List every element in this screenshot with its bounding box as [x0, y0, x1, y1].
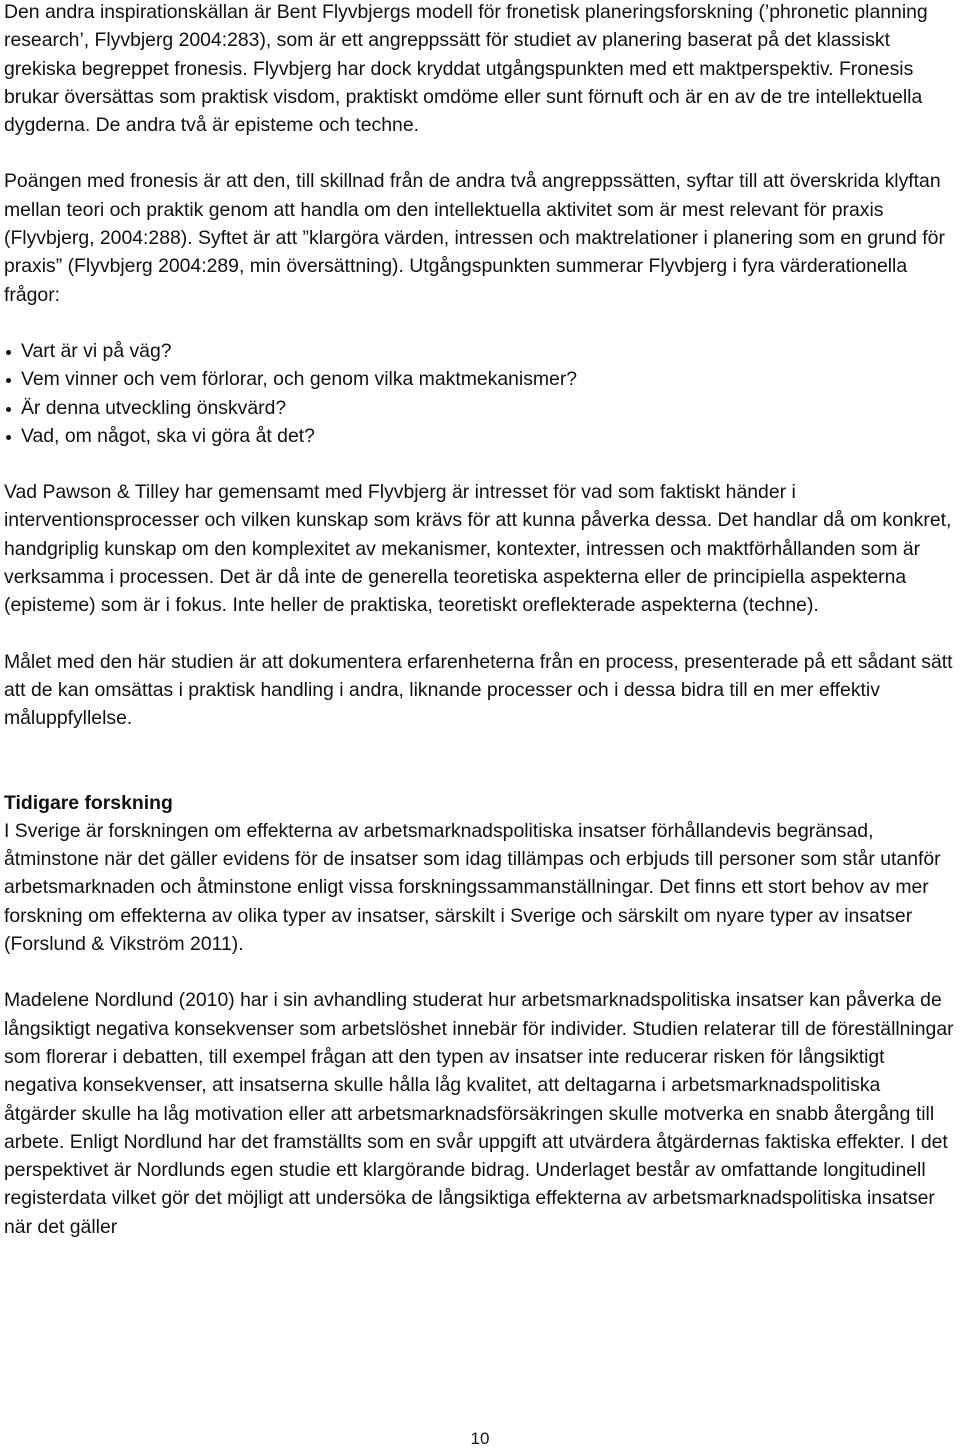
list-item: Vad, om något, ska vi göra åt det? [4, 422, 956, 450]
list-item: Vem vinner och vem förlorar, och genom vilka maktmekanismer? [4, 365, 956, 393]
paragraph-nordlund: Madelene Nordlund (2010) har i sin avhandling studerat hur arbetsmarknadspolitiska insatser kan påverka de långsiktigt negativa konsekvenser som arbetslöshet innebär för individer. Studien relaterar till de föreställningar som florerar i debatten, till exempel frågan att den typen av insatser inte reducerar risken för långsiktigt negativa konsekvenser, att insatserna skulle hålla låg kvalitet, att deltagarna i arbetsmarknadspolitiska åtgärder skulle ha låg motivation eller att arbetsmarknadsförsäkringen skulle motverka en snabb återgång till arbete. Enligt Nordlund har det framställts som en svår uppgift att utvärdera åtgärdernas faktiska effekter. I det perspektivet är Nordlunds egen studie ett klargörande bidrag. Underlaget består av omfattande longitudinell registerdata vilket gör det möjligt att undersöka de långsiktiga effekterna av arbetsmarknadspolitiska insatser när det gäller [4, 989, 954, 1238]
paragraph-pawson-tilley: Vad Pawson & Tilley har gemensamt med Flyvbjerg är intresset för vad som faktiskt händer i interventionsprocesser och vilken kunskap som krävs för att kunna påverka dessa. Det handlar då om konkret, handgriplig kunskap om den komplexitet av mekanismer, kontexter, intressen och maktförhållanden som är verksamma i processen. Det är då inte de generella teoretiska aspekterna eller de principiella aspekterna (episteme) som är i fokus. Inte heller de praktiska, teoretiskt oreflekterade aspekterna (techne). [4, 481, 952, 617]
value-rational-questions-list [4, 337, 956, 450]
paragraph-fronesis-intro: Den andra inspirationskällan är Bent Flyvbjergs modell för fronetisk planeringsforskning (’phronetic planning research’, Flyvbjerg 2004:283), som är ett angreppssätt för studiet av planering baserat på det klassiskt grekiska begreppet fronesis. Flyvbjerg har dock kryddat utgångspunkten med ett maktperspektiv. Fronesis brukar översättas som praktisk visdom, praktiskt omdöme eller sunt förnuft och är en av de tre intellektuella dygderna. De andra två är episteme och techne. [4, 1, 928, 137]
paragraph-study-aim: Målet med den här studien är att dokumentera erfarenheterna från en process, presenterade på ett sådant sätt att de kan omsättas i praktisk handling i andra, liknande processer och i dessa bidra till en mer effektiv måluppfyllelse. [4, 650, 953, 730]
page-number: 10 [470, 1429, 490, 1448]
paragraph-previous-research: I Sverige är forskningen om effekterna av arbetsmarknadspolitiska insatser förhållandevis begränsad, åtminstone när det gäller evidens för de insatser som idag tillämpas och erbjuds till personer som står utanför arbetsmarknaden och åtminstone enligt vissa forskningssammanställningar. Det finns ett stort behov av mer forskning om effekterna av olika typer av insatser, särskilt i Sverige och särskilt om nyare typer av insatser (Forslund & Vikström 2011). [4, 819, 941, 956]
list-item: Vart är vi på väg? [4, 337, 956, 365]
section-heading: Tidigare forskning [4, 791, 173, 814]
document-page [4, 0, 956, 1241]
list-item: Är denna utveckling önskvärd? [4, 394, 956, 422]
paragraph-fronesis-point: Poängen med fronesis är att den, till skillnad från de andra två angreppssätten, syftar till att överskrida klyftan mellan teori och praktik genom att handla om den intellektuella aktivitet som är mest relevant för praxis (Flyvbjerg, 2004:288). Syftet är att ”klargöra värden, intressen och maktrelationer i planering som en grund för praxis” (Flyvbjerg 2004:289, min översättning). Utgångspunkten summerar Flyvbjerg i fyra värderationella frågor: [4, 170, 945, 306]
